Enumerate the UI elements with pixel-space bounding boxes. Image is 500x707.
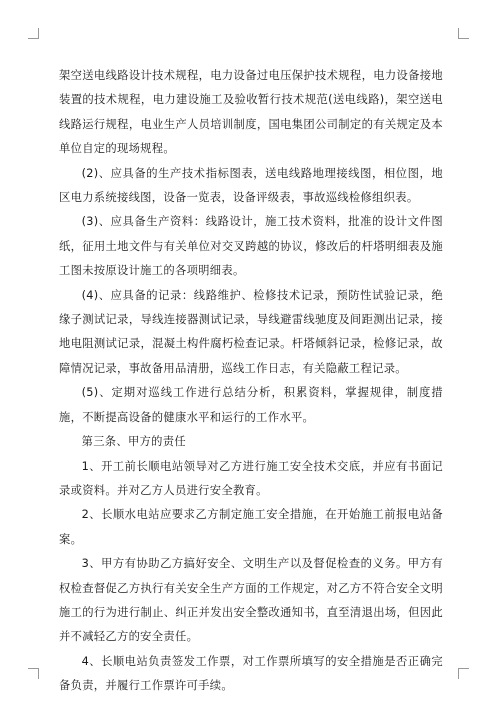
document-body	[59, 64, 443, 699]
paragraph-regulations: 架空送电线路设计技术规程，电力设备过电压保护技术规程，电力设备接地装置的技术规程，电力建设施工及验收暂行技术规范(送电线路)，架空送电线路运行规程，电业生产人员培训制度，国电集团公司制定的有关规定及本单位自定的现场规程。	[59, 69, 443, 156]
paragraph-clause-1: 1、开工前长顺电站领导对乙方进行施工安全技术交底，并应有书面记录或资料。并对乙方人员进行安全教育。	[59, 459, 443, 497]
crop-mark-bottom-left	[28, 668, 39, 679]
paragraph-clause-4: 4、长顺电站负责签发工作票，对工作票所填写的安全措施是否正确完备负责，并履行工作票许可手续。	[59, 654, 443, 693]
paragraph-production-materials: (3)、应具备生产资料：线路设计，施工技术资料，批准的设计文件图纸，征用土地文件与有关单位对交叉跨越的协议，修改后的杆塔明细表及施工图未按原设计施工的各项明细表。	[59, 215, 443, 278]
paragraph-records: (4)、应具备的记录：线路维护、检修技术记录，预防性试验记录，绝缘子测试记录，导线连接器测试记录，导线避雷线驰度及间距测出记录，接地电阻测试记录，混凝土构件腐朽检查记录。杆塔倾斜记录，检修记录，故障情况记录，事故备用品清册，巡线工作日志，有关隐蔽工程记录。	[59, 288, 443, 375]
paragraph-technical-charts: (2)、应具备的生产技术指标图表，送电线路地理接线图，相位图，地区电力系统接线图，设备一览表，设备评级表，事故巡线检修组织表。	[59, 166, 443, 205]
paragraph-periodic-summary: (5)、定期对巡线工作进行总结分析，积累资料，掌握规律，制度措施，不断提高设备的健康水平和运行的工作水平。	[59, 386, 443, 424]
paragraph-clause-3: 3、甲方有协助乙方搞好安全、文明生产以及督促检查的义务。甲方有权检查督促乙方执行有关安全生产方面的工作规定，对乙方不符合安全文明施工的行为进行制止、纠正并发出安全整改通知书，直至清退出场，但因此并不减轻乙方的安全责任。	[59, 557, 443, 644]
crop-mark-top-left	[28, 28, 39, 39]
crop-mark-top-right	[458, 28, 469, 39]
paragraph-clause-2: 2、长顺水电站应要求乙方制定施工安全措施，在开始施工前报电站备案。	[59, 508, 443, 546]
section-heading-party-a-duties: 第三条、甲方的责任	[81, 435, 186, 449]
crop-mark-bottom-right	[458, 668, 469, 679]
